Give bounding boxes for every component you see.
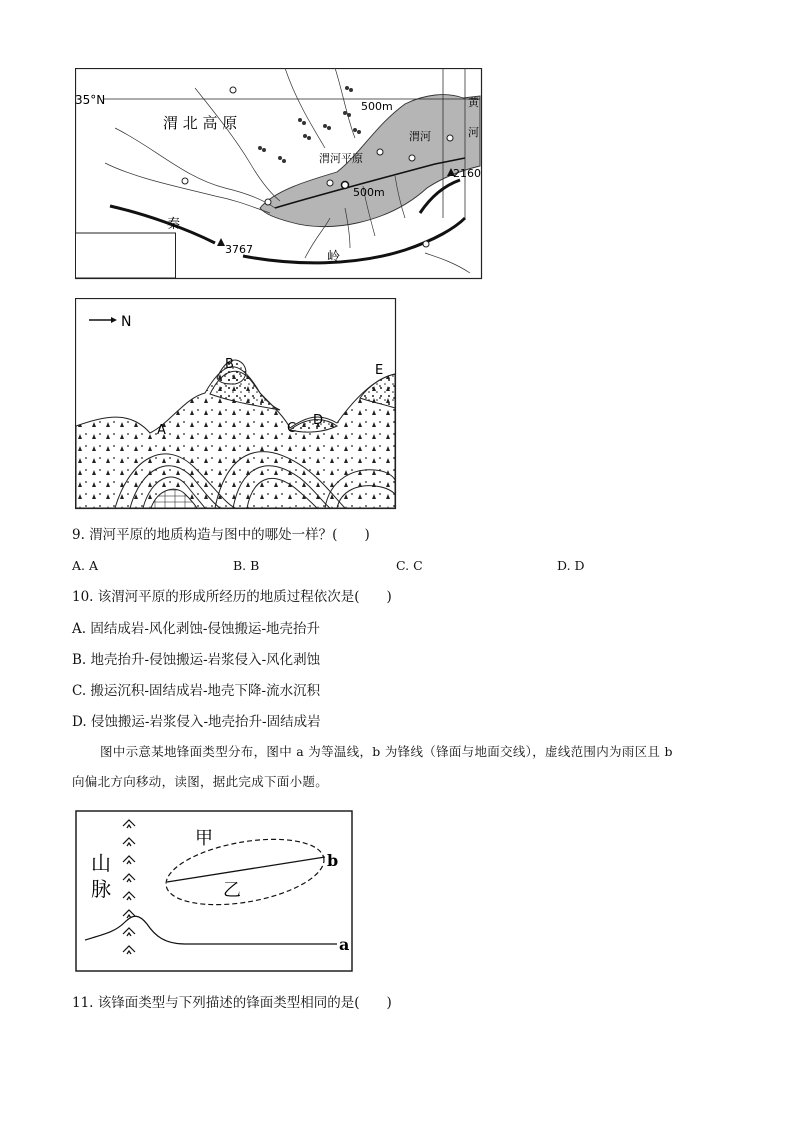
b-label: b [327,851,339,870]
plain-label: 渭河平原 [319,152,363,165]
point-e-label: E [375,363,384,378]
question-number: 9. [72,527,85,543]
peak-3767-label: 3767 [225,243,253,256]
wei-river-label: 渭河 [409,130,431,143]
weihe-plain-map [75,68,483,280]
plateau-label: 渭 北 高 原 [163,114,238,132]
a-label: a [339,935,350,954]
question-text: 该锋面类型与下列描述的锋面类型相同的是( ) [97,995,392,1011]
geologic-profile [75,298,397,510]
question-text: 该渭河平原的形成所经历的地质过程依次是( ) [97,589,392,605]
yi-label: 乙 [223,880,241,901]
q9-option-d[interactable]: D. D [557,558,585,573]
q10-option-c[interactable]: C. 搬运沉积-固结成岩-地壳下降-流水沉积 [72,683,321,699]
point-d-label: D [313,413,324,428]
point-a-label: A [157,423,166,438]
question-number: 10. [72,589,94,605]
contour-500-upper: 500m [361,100,393,113]
point-b-label: B [225,357,234,372]
latitude-label: 35°N [75,93,106,107]
q10-option-a[interactable]: A. 固结成岩-风化剥蚀-侵蚀搬运-地壳抬升 [72,621,321,637]
q9-option-b[interactable]: B. B [233,558,260,573]
jia-label: 甲 [195,828,213,849]
mountain-label-1: 山 [91,851,111,875]
q9-option-c[interactable]: C. C [396,558,423,573]
peak-2160-label: 2160 [453,167,481,180]
q10-option-d[interactable]: D. 侵蚀搬运-岩浆侵入-地壳抬升-固结成岩 [72,714,321,730]
q9-option-a[interactable]: A. A [72,558,99,573]
intro-line-1: 图中示意某地锋面类型分布，图中 a 为等温线，b 为锋线（锋面与地面交线），虚线范围内为雨区且 b [100,744,673,759]
huang-river-label-2: 河 [468,126,479,139]
q10-option-b[interactable]: B. 地壳抬升-侵蚀搬运-岩浆侵入-风化剥蚀 [72,652,321,668]
qin-label: 秦 [167,217,181,232]
question-9 [72,526,370,544]
north-label: N [121,314,132,330]
point-c-label: C [287,421,297,436]
huang-river-label-1: 黄 [468,96,479,109]
question-number: 11. [72,995,94,1011]
intro-line-2: 向偏北方向移动，读图，据此完成下面小题。 [72,774,329,789]
mountain-label-2: 脉 [91,877,111,901]
question-text: 渭河平原的地质构造与图中的哪处一样？( ) [89,527,370,543]
front-diagram [75,810,353,972]
question-11 [72,994,392,1012]
intro-paragraph [72,737,732,797]
ling-label: 岭 [327,250,341,265]
question-10 [72,588,392,606]
contour-500-lower: 500m [353,186,385,199]
